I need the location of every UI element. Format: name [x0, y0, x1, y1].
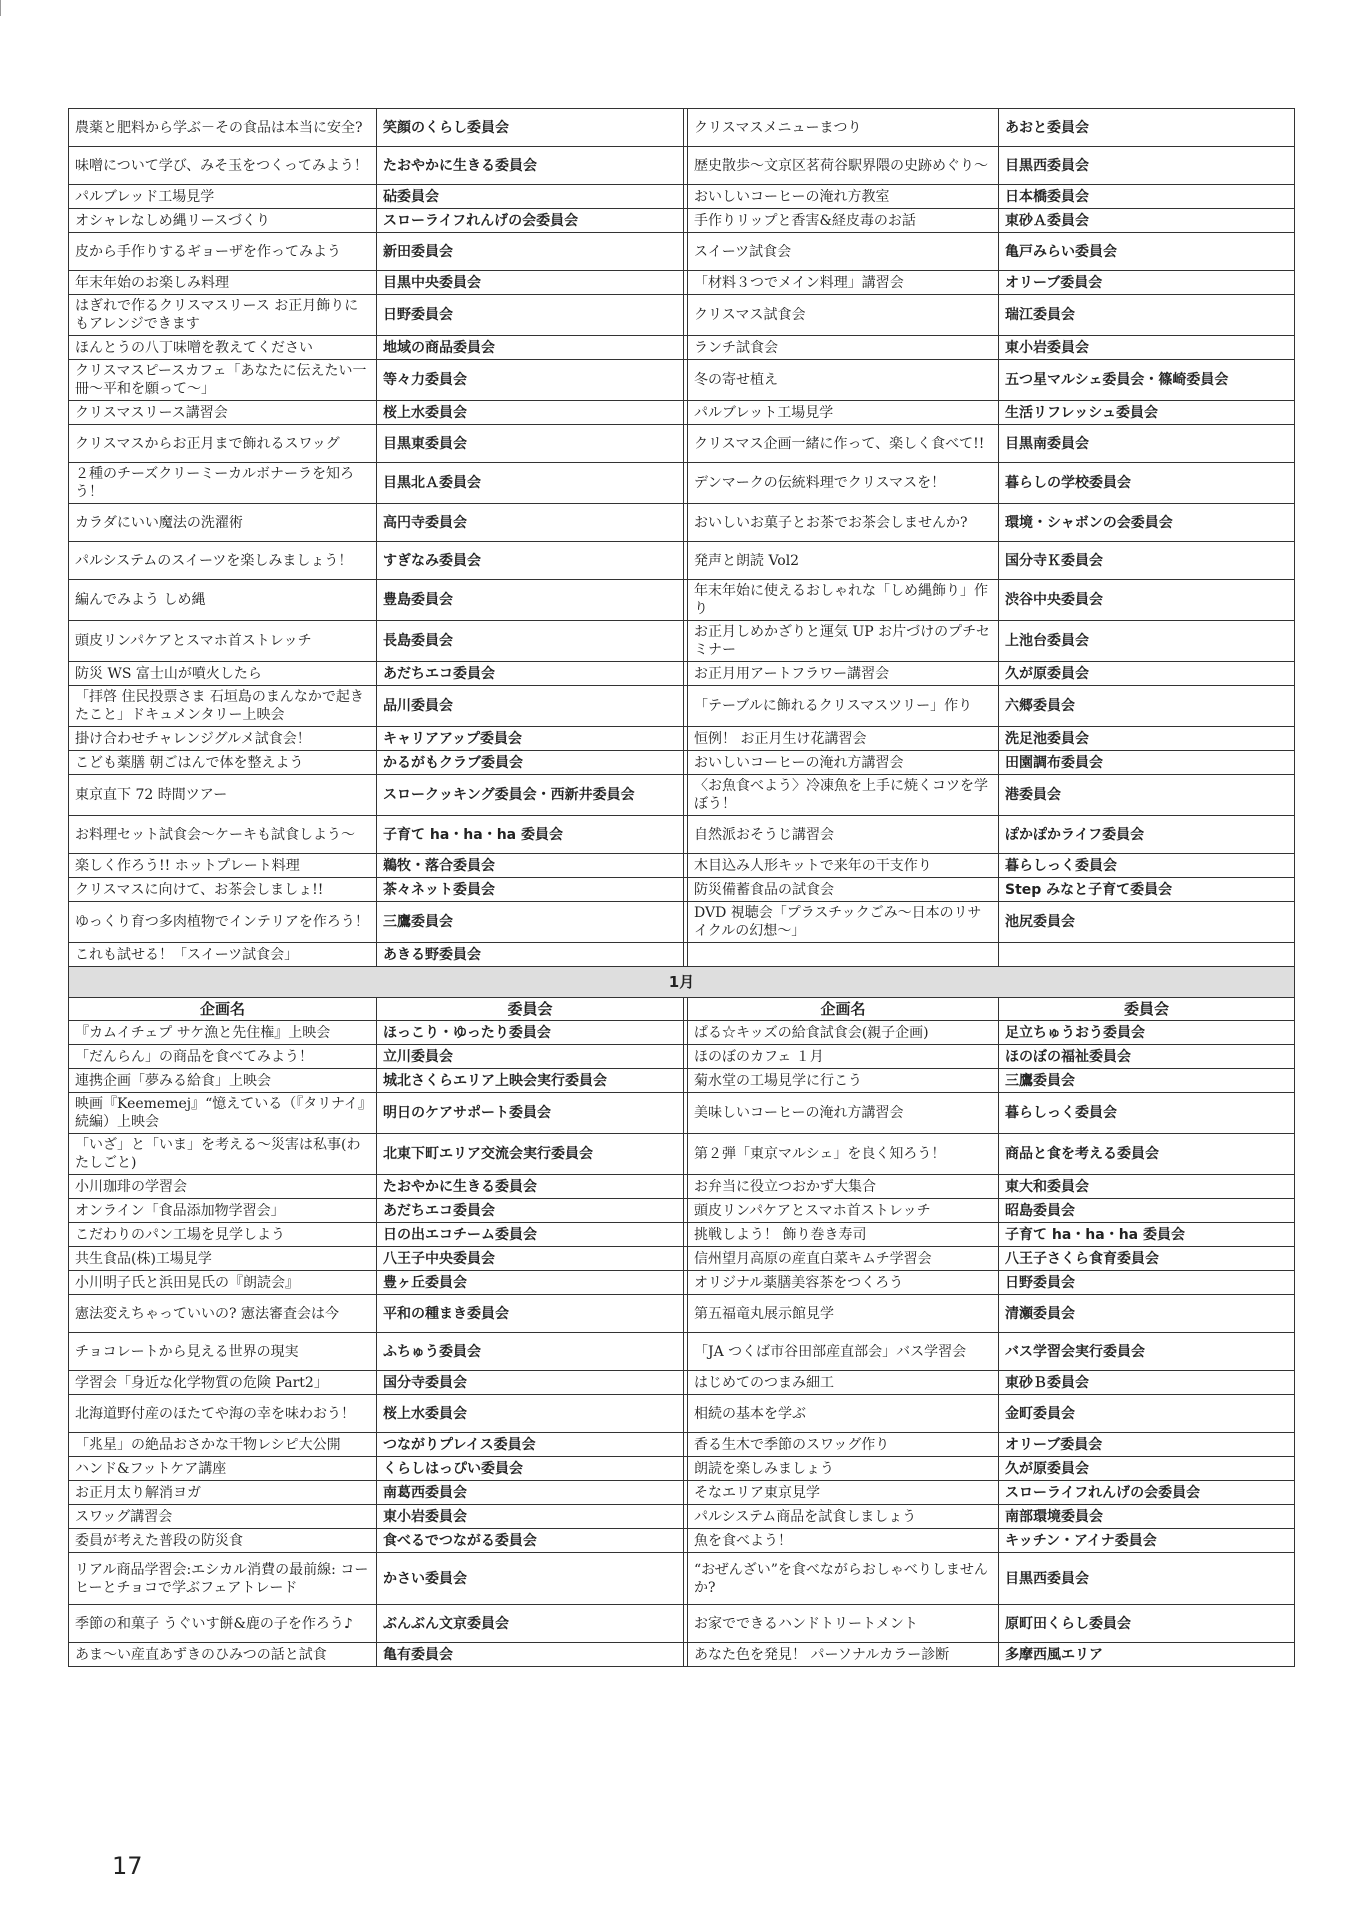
event-name: 『カムイチェプ サケ漁と先住権』上映会	[69, 1021, 377, 1045]
event-name: 第五福竜丸展示館見学	[688, 1295, 999, 1333]
committee-name: あだちエコ委員会	[377, 662, 684, 686]
event-name: 挑戦しよう！ 飾り巻き寿司	[688, 1223, 999, 1247]
table-row	[69, 1505, 1295, 1529]
table-row	[69, 1021, 1295, 1045]
committee-name: 目黒南委員会	[999, 425, 1295, 463]
event-name: 「いざ」と「いま」を考える～災害は私事(わたしごと)	[69, 1134, 377, 1175]
event-name: 編んでみよう しめ縄	[69, 580, 377, 621]
committee-name: 亀戸みらい委員会	[999, 233, 1295, 271]
event-name: 菊水堂の工場見学に行こう	[688, 1069, 999, 1093]
committee-name: 三鷹委員会	[377, 902, 684, 943]
committee-name: スローライフれんげの会委員会	[377, 209, 684, 233]
committee-name: 日野委員会	[999, 1271, 1295, 1295]
event-name: こだわりのパン工場を見学しよう	[69, 1223, 377, 1247]
committee-name: 豊ヶ丘委員会	[377, 1271, 684, 1295]
table-row	[69, 621, 1295, 662]
committee-name	[999, 943, 1295, 967]
event-name: ランチ試食会	[688, 336, 999, 360]
event-name: 木目込み人形キットで来年の干支作り	[688, 854, 999, 878]
table-row	[69, 360, 1295, 401]
event-name: デンマークの伝統料理でクリスマスを！	[688, 463, 999, 504]
table-row	[69, 775, 1295, 816]
committee-name: 田園調布委員会	[999, 751, 1295, 775]
event-name: チョコレートから見える世界の現実	[69, 1333, 377, 1371]
committee-name: 等々力委員会	[377, 360, 684, 401]
event-name: 年末年始のお楽しみ料理	[69, 271, 377, 295]
committee-name: かるがもクラブ委員会	[377, 751, 684, 775]
event-name: 魚を食べよう！	[688, 1529, 999, 1553]
month-row	[69, 967, 1295, 998]
committee-name: あきる野委員会	[377, 943, 684, 967]
committee-name: ぶんぶん文京委員会	[377, 1605, 684, 1643]
event-name: 東京直下 72 時間ツアー	[69, 775, 377, 816]
event-name: 「だんらん」の商品を食べてみよう！	[69, 1045, 377, 1069]
table-row	[69, 1199, 1295, 1223]
table-row	[69, 147, 1295, 185]
committee-name: 高円寺委員会	[377, 504, 684, 542]
committee-name: 暮らしっく委員会	[999, 854, 1295, 878]
committee-name: 港委員会	[999, 775, 1295, 816]
table-row	[69, 1643, 1295, 1667]
event-name: パルブレット工場見学	[688, 401, 999, 425]
event-name: クリスマス試食会	[688, 295, 999, 336]
committee-name: 生活リフレッシュ委員会	[999, 401, 1295, 425]
committee-name: 八王子さくら食育委員会	[999, 1247, 1295, 1271]
table-row	[69, 271, 1295, 295]
event-name: 「テーブルに飾れるクリスマスツリー」作り	[688, 686, 999, 727]
event-name: 共生食品(株)工場見学	[69, 1247, 377, 1271]
committee-name: 東小岩委員会	[377, 1505, 684, 1529]
committee-name: すぎなみ委員会	[377, 542, 684, 580]
committee-name: 東砂Ｂ委員会	[999, 1371, 1295, 1395]
event-name	[688, 943, 999, 967]
committee-name: ぽかぽかライフ委員会	[999, 816, 1295, 854]
event-name: カラダにいい魔法の洗濯術	[69, 504, 377, 542]
table-row	[69, 1371, 1295, 1395]
committee-name: キッチン・アイナ委員会	[999, 1529, 1295, 1553]
table-row	[69, 878, 1295, 902]
committee-name: 砧委員会	[377, 185, 684, 209]
committee-name: くらしはっぴい委員会	[377, 1457, 684, 1481]
table-row	[69, 751, 1295, 775]
committee-name: つながりプレイス委員会	[377, 1433, 684, 1457]
event-name: 自然派おそうじ講習会	[688, 816, 999, 854]
event-name: 学習会「身近な化学物質の危険 Part2」	[69, 1371, 377, 1395]
table-row	[69, 542, 1295, 580]
event-name: 恒例！ お正月生け花講習会	[688, 727, 999, 751]
committee-name: たおやかに生きる委員会	[377, 147, 684, 185]
table-row	[69, 662, 1295, 686]
table-row	[69, 1457, 1295, 1481]
event-name: 〈お魚食べよう〉冷凍魚を上手に焼くコツを学ぼう！	[688, 775, 999, 816]
table-row	[69, 1247, 1295, 1271]
table-row	[69, 336, 1295, 360]
committee-name: 多摩西風エリア	[999, 1643, 1295, 1667]
event-name: 信州望月高原の産直白菜キムチ学習会	[688, 1247, 999, 1271]
event-name: 第２弾「東京マルシェ」を良く知ろう！	[688, 1134, 999, 1175]
month-label: 1月	[69, 967, 1295, 998]
committee-name: 瑞江委員会	[999, 295, 1295, 336]
committee-name: 東小岩委員会	[999, 336, 1295, 360]
table-row	[69, 504, 1295, 542]
committee-name: 豊島委員会	[377, 580, 684, 621]
table-row	[69, 233, 1295, 271]
committee-name: 日の出エコチーム委員会	[377, 1223, 684, 1247]
committee-name: キャリアアップ委員会	[377, 727, 684, 751]
event-name: 発声と朗読 Vol2	[688, 542, 999, 580]
event-name: お家でできるハンドトリートメント	[688, 1605, 999, 1643]
committee-name: 子育て ha・ha・ha 委員会	[377, 816, 684, 854]
event-name: 農薬と肥料から学ぶ－その食品は本当に安全?	[69, 109, 377, 147]
event-name: 小川明子氏と浜田晃氏の『朗読会』	[69, 1271, 377, 1295]
event-name: クリスマスからお正月まで飾れるスワッグ	[69, 425, 377, 463]
committee-name: 地域の商品委員会	[377, 336, 684, 360]
event-name: ハンド&フットケア講座	[69, 1457, 377, 1481]
january-section	[69, 1021, 1295, 1667]
table-row	[69, 854, 1295, 878]
event-name: ほのぼのカフェ １月	[688, 1045, 999, 1069]
committee-name: 原町田くらし委員会	[999, 1605, 1295, 1643]
committee-name: たおやかに生きる委員会	[377, 1175, 684, 1199]
event-name: お正月用アートフラワー講習会	[688, 662, 999, 686]
event-name: 頭皮リンパケアとスマホ首ストレッチ	[688, 1199, 999, 1223]
table-row	[69, 1271, 1295, 1295]
event-name: 年末年始に使えるおしゃれな「しめ縄飾り」作り	[688, 580, 999, 621]
event-name: 連携企画「夢みる給食」上映会	[69, 1069, 377, 1093]
table-row	[69, 1433, 1295, 1457]
event-name: 委員が考えた普段の防災食	[69, 1529, 377, 1553]
event-name: 味噌について学び、みそ玉をつくってみよう！	[69, 147, 377, 185]
committee-name: 明日のケアサポート委員会	[377, 1093, 684, 1134]
table-row	[69, 109, 1295, 147]
table-row	[69, 185, 1295, 209]
event-name: クリスマスメニューまつり	[688, 109, 999, 147]
table-row	[69, 902, 1295, 943]
committee-name: 金町委員会	[999, 1395, 1295, 1433]
committee-name: 日野委員会	[377, 295, 684, 336]
table-row	[69, 1529, 1295, 1553]
event-name: 北海道野付産のほたてや海の幸を味わおう！	[69, 1395, 377, 1433]
committee-name: 久が原委員会	[999, 662, 1295, 686]
committee-name: スロークッキング委員会・西新井委員会	[377, 775, 684, 816]
event-name: 皮から手作りするギョーザを作ってみよう	[69, 233, 377, 271]
table-row	[69, 1481, 1295, 1505]
table-row	[69, 1333, 1295, 1371]
committee-name: 国分寺Ｋ委員会	[999, 542, 1295, 580]
table-row	[69, 1069, 1295, 1093]
committee-name: Step みなと子育て委員会	[999, 878, 1295, 902]
event-name: DVD 視聴会「プラスチックごみ～日本のリサイクルの幻想～」	[688, 902, 999, 943]
event-name: 防災備蓄食品の試食会	[688, 878, 999, 902]
committee-name: あだちエコ委員会	[377, 1199, 684, 1223]
committee-name: 茶々ネット委員会	[377, 878, 684, 902]
event-name: 「拝啓 住民投票さま 石垣島のまんなかで起きたこと」ドキュメンタリー上映会	[69, 686, 377, 727]
committee-name: 長島委員会	[377, 621, 684, 662]
committee-name: 平和の種まき委員会	[377, 1295, 684, 1333]
event-name: ゆっくり育つ多肉植物でインテリアを作ろう！	[69, 902, 377, 943]
event-name: ぱる☆キッズの給食試食会(親子企画)	[688, 1021, 999, 1045]
event-name: ほんとうの八丁味噌を教えてください	[69, 336, 377, 360]
table-row	[69, 209, 1295, 233]
committee-name: 目黒北Ａ委員会	[377, 463, 684, 504]
table-row	[69, 425, 1295, 463]
committee-name: 久が原委員会	[999, 1457, 1295, 1481]
table-row	[69, 1605, 1295, 1643]
event-name: オリジナル薬膳美容茶をつくろう	[688, 1271, 999, 1295]
event-name: ２種のチーズクリーミーカルボナーラを知ろう！	[69, 463, 377, 504]
event-name: おいしいお菓子とお茶でお茶会しませんか?	[688, 504, 999, 542]
event-name: 朗読を楽しみましょう	[688, 1457, 999, 1481]
committee-name: 渋谷中央委員会	[999, 580, 1295, 621]
committee-name: 国分寺委員会	[377, 1371, 684, 1395]
table-row	[69, 1134, 1295, 1175]
event-name: 「兆星」の絶品おさかな干物レシピ大公開	[69, 1433, 377, 1457]
event-name: 香る生木で季節のスワッグ作り	[688, 1433, 999, 1457]
event-name: 映画『Keememej』“憶えている（『タリナイ』続編）上映会	[69, 1093, 377, 1134]
event-name: リアル商品学習会:エシカル消費の最前線: コーヒーとチョコで学ぶフェアトレード	[69, 1553, 377, 1605]
committee-name: かさい委員会	[377, 1553, 684, 1605]
committee-name: 南部環境委員会	[999, 1505, 1295, 1529]
event-name: “おぜんざい”を食べながらおしゃべりしませんか?	[688, 1553, 999, 1605]
committee-name: 南葛西委員会	[377, 1481, 684, 1505]
committee-name: ふちゅう委員会	[377, 1333, 684, 1371]
header-event-name: 企画名	[69, 998, 377, 1021]
crop-mark	[0, 0, 7, 16]
event-name: こども薬膳 朝ごはんで体を整えよう	[69, 751, 377, 775]
committee-name: スローライフれんげの会委員会	[999, 1481, 1295, 1505]
event-name: 防災 WS 富士山が噴火したら	[69, 662, 377, 686]
event-name: お正月太り解消ヨガ	[69, 1481, 377, 1505]
event-name: パルシステム商品を試食しましょう	[688, 1505, 999, 1529]
committee-name: 目黒西委員会	[999, 147, 1295, 185]
table-row	[69, 686, 1295, 727]
committee-name: 商品と食を考える委員会	[999, 1134, 1295, 1175]
event-name: はじめてのつまみ細工	[688, 1371, 999, 1395]
event-name: これも試せる！「スイーツ試食会」	[69, 943, 377, 967]
event-name: オンライン「食品添加物学習会」	[69, 1199, 377, 1223]
committee-name: 目黒東委員会	[377, 425, 684, 463]
event-table	[68, 108, 1295, 1667]
event-name: スイーツ試食会	[688, 233, 999, 271]
committee-name: 昭島委員会	[999, 1199, 1295, 1223]
table-row	[69, 463, 1295, 504]
committee-name: 鵜牧・落合委員会	[377, 854, 684, 878]
committee-name: 三鷹委員会	[999, 1069, 1295, 1093]
table-row	[69, 1093, 1295, 1134]
event-name: あま～い産直あずきのひみつの話と試食	[69, 1643, 377, 1667]
event-name: 冬の寄せ植え	[688, 360, 999, 401]
table-row	[69, 1395, 1295, 1433]
event-name: 掛け合わせチャレンジグルメ試食会！	[69, 727, 377, 751]
event-name: お弁当に役立つおかず大集合	[688, 1175, 999, 1199]
event-name: おいしいコーヒーの淹れ方教室	[688, 185, 999, 209]
table-row	[69, 727, 1295, 751]
committee-name: 東大和委員会	[999, 1175, 1295, 1199]
event-name: クリスマスに向けて、お茶会しましょ!!	[69, 878, 377, 902]
committee-name: 新田委員会	[377, 233, 684, 271]
committee-name: 城北さくらエリア上映会実行委員会	[377, 1069, 684, 1093]
event-name: 季節の和菓子 うぐいす餅&鹿の子を作ろう♪	[69, 1605, 377, 1643]
event-name: お料理セット試食会～ケーキも試食しよう～	[69, 816, 377, 854]
committee-name: 品川委員会	[377, 686, 684, 727]
committee-name: 桜上水委員会	[377, 1395, 684, 1433]
column-header-row	[69, 998, 1295, 1021]
committee-name: 足立ちゅうおう委員会	[999, 1021, 1295, 1045]
event-name: 相続の基本を学ぶ	[688, 1395, 999, 1433]
header-event-name: 企画名	[688, 998, 999, 1021]
table-row	[69, 1045, 1295, 1069]
committee-name: オリーブ委員会	[999, 1433, 1295, 1457]
december-section	[69, 109, 1295, 967]
table-row	[69, 1223, 1295, 1247]
committee-name: 池尻委員会	[999, 902, 1295, 943]
committee-name: ほのぼの福祉委員会	[999, 1045, 1295, 1069]
table-row	[69, 1553, 1295, 1605]
event-name: パルブレッド工場見学	[69, 185, 377, 209]
event-name: オシャレなしめ縄リースづくり	[69, 209, 377, 233]
header-committee: 委員会	[999, 998, 1295, 1021]
header-committee: 委員会	[377, 998, 684, 1021]
committee-name: 五つ星マルシェ委員会・篠崎委員会	[999, 360, 1295, 401]
committee-name: 立川委員会	[377, 1045, 684, 1069]
event-name: 歴史散歩～文京区茗荷谷駅界隈の史跡めぐり～	[688, 147, 999, 185]
table-row	[69, 580, 1295, 621]
committee-name: 笑顔のくらし委員会	[377, 109, 684, 147]
event-name: あなた色を発見！ パーソナルカラー診断	[688, 1643, 999, 1667]
committee-name: 日本橋委員会	[999, 185, 1295, 209]
table-row	[69, 1175, 1295, 1199]
committee-name: 暮らしっく委員会	[999, 1093, 1295, 1134]
event-name: 憲法変えちゃっていいの? 憲法審査会は今	[69, 1295, 377, 1333]
event-name: 「JA つくば市谷田部産直部会」バス学習会	[688, 1333, 999, 1371]
event-name: 楽しく作ろう!! ホットプレート料理	[69, 854, 377, 878]
committee-name: 洗足池委員会	[999, 727, 1295, 751]
committee-name: オリーブ委員会	[999, 271, 1295, 295]
event-name: スワッグ講習会	[69, 1505, 377, 1529]
table-row	[69, 816, 1295, 854]
committee-name: 目黒西委員会	[999, 1553, 1295, 1605]
table-row	[69, 1295, 1295, 1333]
table-row	[69, 401, 1295, 425]
committee-name: 六郷委員会	[999, 686, 1295, 727]
event-name: 美味しいコーヒーの淹れ方講習会	[688, 1093, 999, 1134]
committee-name: 上池台委員会	[999, 621, 1295, 662]
table-row	[69, 295, 1295, 336]
event-name: 手作りリップと香害&経皮毒のお話	[688, 209, 999, 233]
table-row	[69, 943, 1295, 967]
committee-name: バス学習会実行委員会	[999, 1333, 1295, 1371]
event-name: そなエリア東京見学	[688, 1481, 999, 1505]
event-name: おいしいコーヒーの淹れ方講習会	[688, 751, 999, 775]
committee-name: 子育て ha・ha・ha 委員会	[999, 1223, 1295, 1247]
event-name: 小川珈琲の学習会	[69, 1175, 377, 1199]
event-name: クリスマスリース講習会	[69, 401, 377, 425]
committee-name: 清瀬委員会	[999, 1295, 1295, 1333]
committee-name: あおと委員会	[999, 109, 1295, 147]
event-name: クリスマスピースカフェ「あなたに伝えたい一冊～平和を願って～」	[69, 360, 377, 401]
event-name: お正月しめかざりと運気 UP お片づけのプチセミナー	[688, 621, 999, 662]
event-name: パルシステムのスイーツを楽しみましょう！	[69, 542, 377, 580]
committee-name: 八王子中央委員会	[377, 1247, 684, 1271]
page-number: 17	[112, 1852, 143, 1880]
committee-name: 桜上水委員会	[377, 401, 684, 425]
committee-name: 北東下町エリア交流会実行委員会	[377, 1134, 684, 1175]
event-name: クリスマス企画一緒に作って、楽しく食べて!!	[688, 425, 999, 463]
event-name: 頭皮リンパケアとスマホ首ストレッチ	[69, 621, 377, 662]
committee-name: 目黒中央委員会	[377, 271, 684, 295]
committee-name: 食べるでつながる委員会	[377, 1529, 684, 1553]
event-name: 「材料３つでメイン料理」講習会	[688, 271, 999, 295]
committee-name: 亀有委員会	[377, 1643, 684, 1667]
event-name: はぎれで作るクリスマスリース お正月飾りにもアレンジできます	[69, 295, 377, 336]
committee-name: 環境・シャボンの会委員会	[999, 504, 1295, 542]
january-header	[69, 967, 1295, 1021]
committee-name: ほっこり・ゆったり委員会	[377, 1021, 684, 1045]
committee-name: 暮らしの学校委員会	[999, 463, 1295, 504]
committee-name: 東砂Ａ委員会	[999, 209, 1295, 233]
